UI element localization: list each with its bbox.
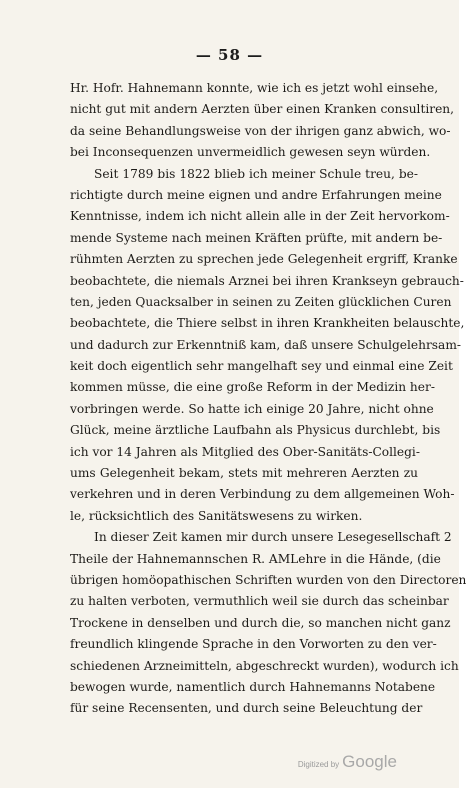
paragraph-3 <box>70 527 466 720</box>
text-line: richtigte durch meine eignen und andre Erfahrungen meine <box>70 187 442 202</box>
text-line: le, rücksichtlich des Sanitätswesens zu wirken. <box>70 508 363 523</box>
watermark-prefix: Digitized by <box>297 760 340 769</box>
digitized-by-google-watermark <box>298 752 397 772</box>
text-line: schiedenen Arzneimitteln, abgeschreckt wurden), wodurch ich <box>70 658 459 673</box>
text-line: Theile der Hahnemannschen R. AMLehre in die Hände, (die <box>70 551 441 566</box>
text-line: Trockene in denselben und durch die, so manchen nicht ganz <box>70 615 451 630</box>
text-line: Kenntnisse, indem ich nicht allein alle in der Zeit hervorkom- <box>70 209 450 224</box>
page-number-header: — 58 — <box>195 46 264 64</box>
text-line: bei Inconsequenzen unvermeidlich gewesen seyn würden. <box>70 145 431 160</box>
text-line: da seine Behandlungsweise von der ihrigen ganz abwich, wo- <box>70 123 451 138</box>
text-line: ich vor 14 Jahren als Mitglied des Ober-Sanitäts-Collegi- <box>70 444 420 459</box>
text-line: und dadurch zur Erkenntniß kam, daß unsere Schulgelehrsam- <box>70 337 461 352</box>
text-line: keit doch eigentlich sehr mangelhaft sey und einmal eine Zeit <box>70 359 453 374</box>
text-line: Hr. Hofr. Hahnemann konnte, wie ich es jetzt wohl einsehe, <box>70 81 439 95</box>
text-line: übrigen homöopathischen Schriften wurden von den Directoren <box>70 572 466 587</box>
text-line: nicht gut mit andern Aerzten über einen Kranken consultiren, <box>70 102 455 117</box>
text-line: zu halten verboten, vermuthlich weil sie durch das scheinbar <box>70 594 449 609</box>
body-text <box>70 78 466 720</box>
text-line: rühmten Aerzten zu sprechen jede Gelegenheit ergriff, Kranke <box>70 252 458 267</box>
text-line: mende Systeme nach meinen Kräften prüfte, mit andern be- <box>70 230 443 245</box>
paragraph-1 <box>70 78 455 164</box>
text-line: freundlich klingende Sprache in den Vorworten zu den ver- <box>70 637 437 652</box>
text-line: kommen müsse, die eine große Reform in der Medizin her- <box>70 380 435 395</box>
text-line: verkehren und in deren Verbindung zu dem allgemeinen Woh- <box>70 487 455 502</box>
text-line: beobachtete, die Thiere selbst in ihren Krankheiten belauschte, <box>70 316 465 331</box>
text-line: Seit 1789 bis 1822 blieb ich meiner Schule treu, be- <box>94 166 418 181</box>
google-logo: Google <box>342 752 397 771</box>
text-line: ten, jeden Quacksalber in seinen zu Zeiten glücklichen Curen <box>70 294 452 309</box>
text-line: vorbringen werde. So hatte ich einige 20 Jahre, nicht ohne <box>70 401 434 416</box>
text-line: beobachtete, die niemals Arznei bei ihren Krankseyn gebrauch- <box>70 273 464 288</box>
text-line: In dieser Zeit kamen mir durch unsere Lesegesellschaft 2 <box>94 530 452 545</box>
text-line: ums Gelegenheit bekam, stets mit mehreren Aerzten zu <box>70 466 418 481</box>
text-line: für seine Recensenten, und durch seine Beleuchtung der <box>70 701 423 716</box>
paragraph-2 <box>70 164 465 528</box>
text-line: bewogen wurde, namentlich durch Hahnemanns Notabene <box>70 679 436 694</box>
text-line: Glück, meine ärztliche Laufbahn als Physicus durchlebt, bis <box>70 423 441 438</box>
